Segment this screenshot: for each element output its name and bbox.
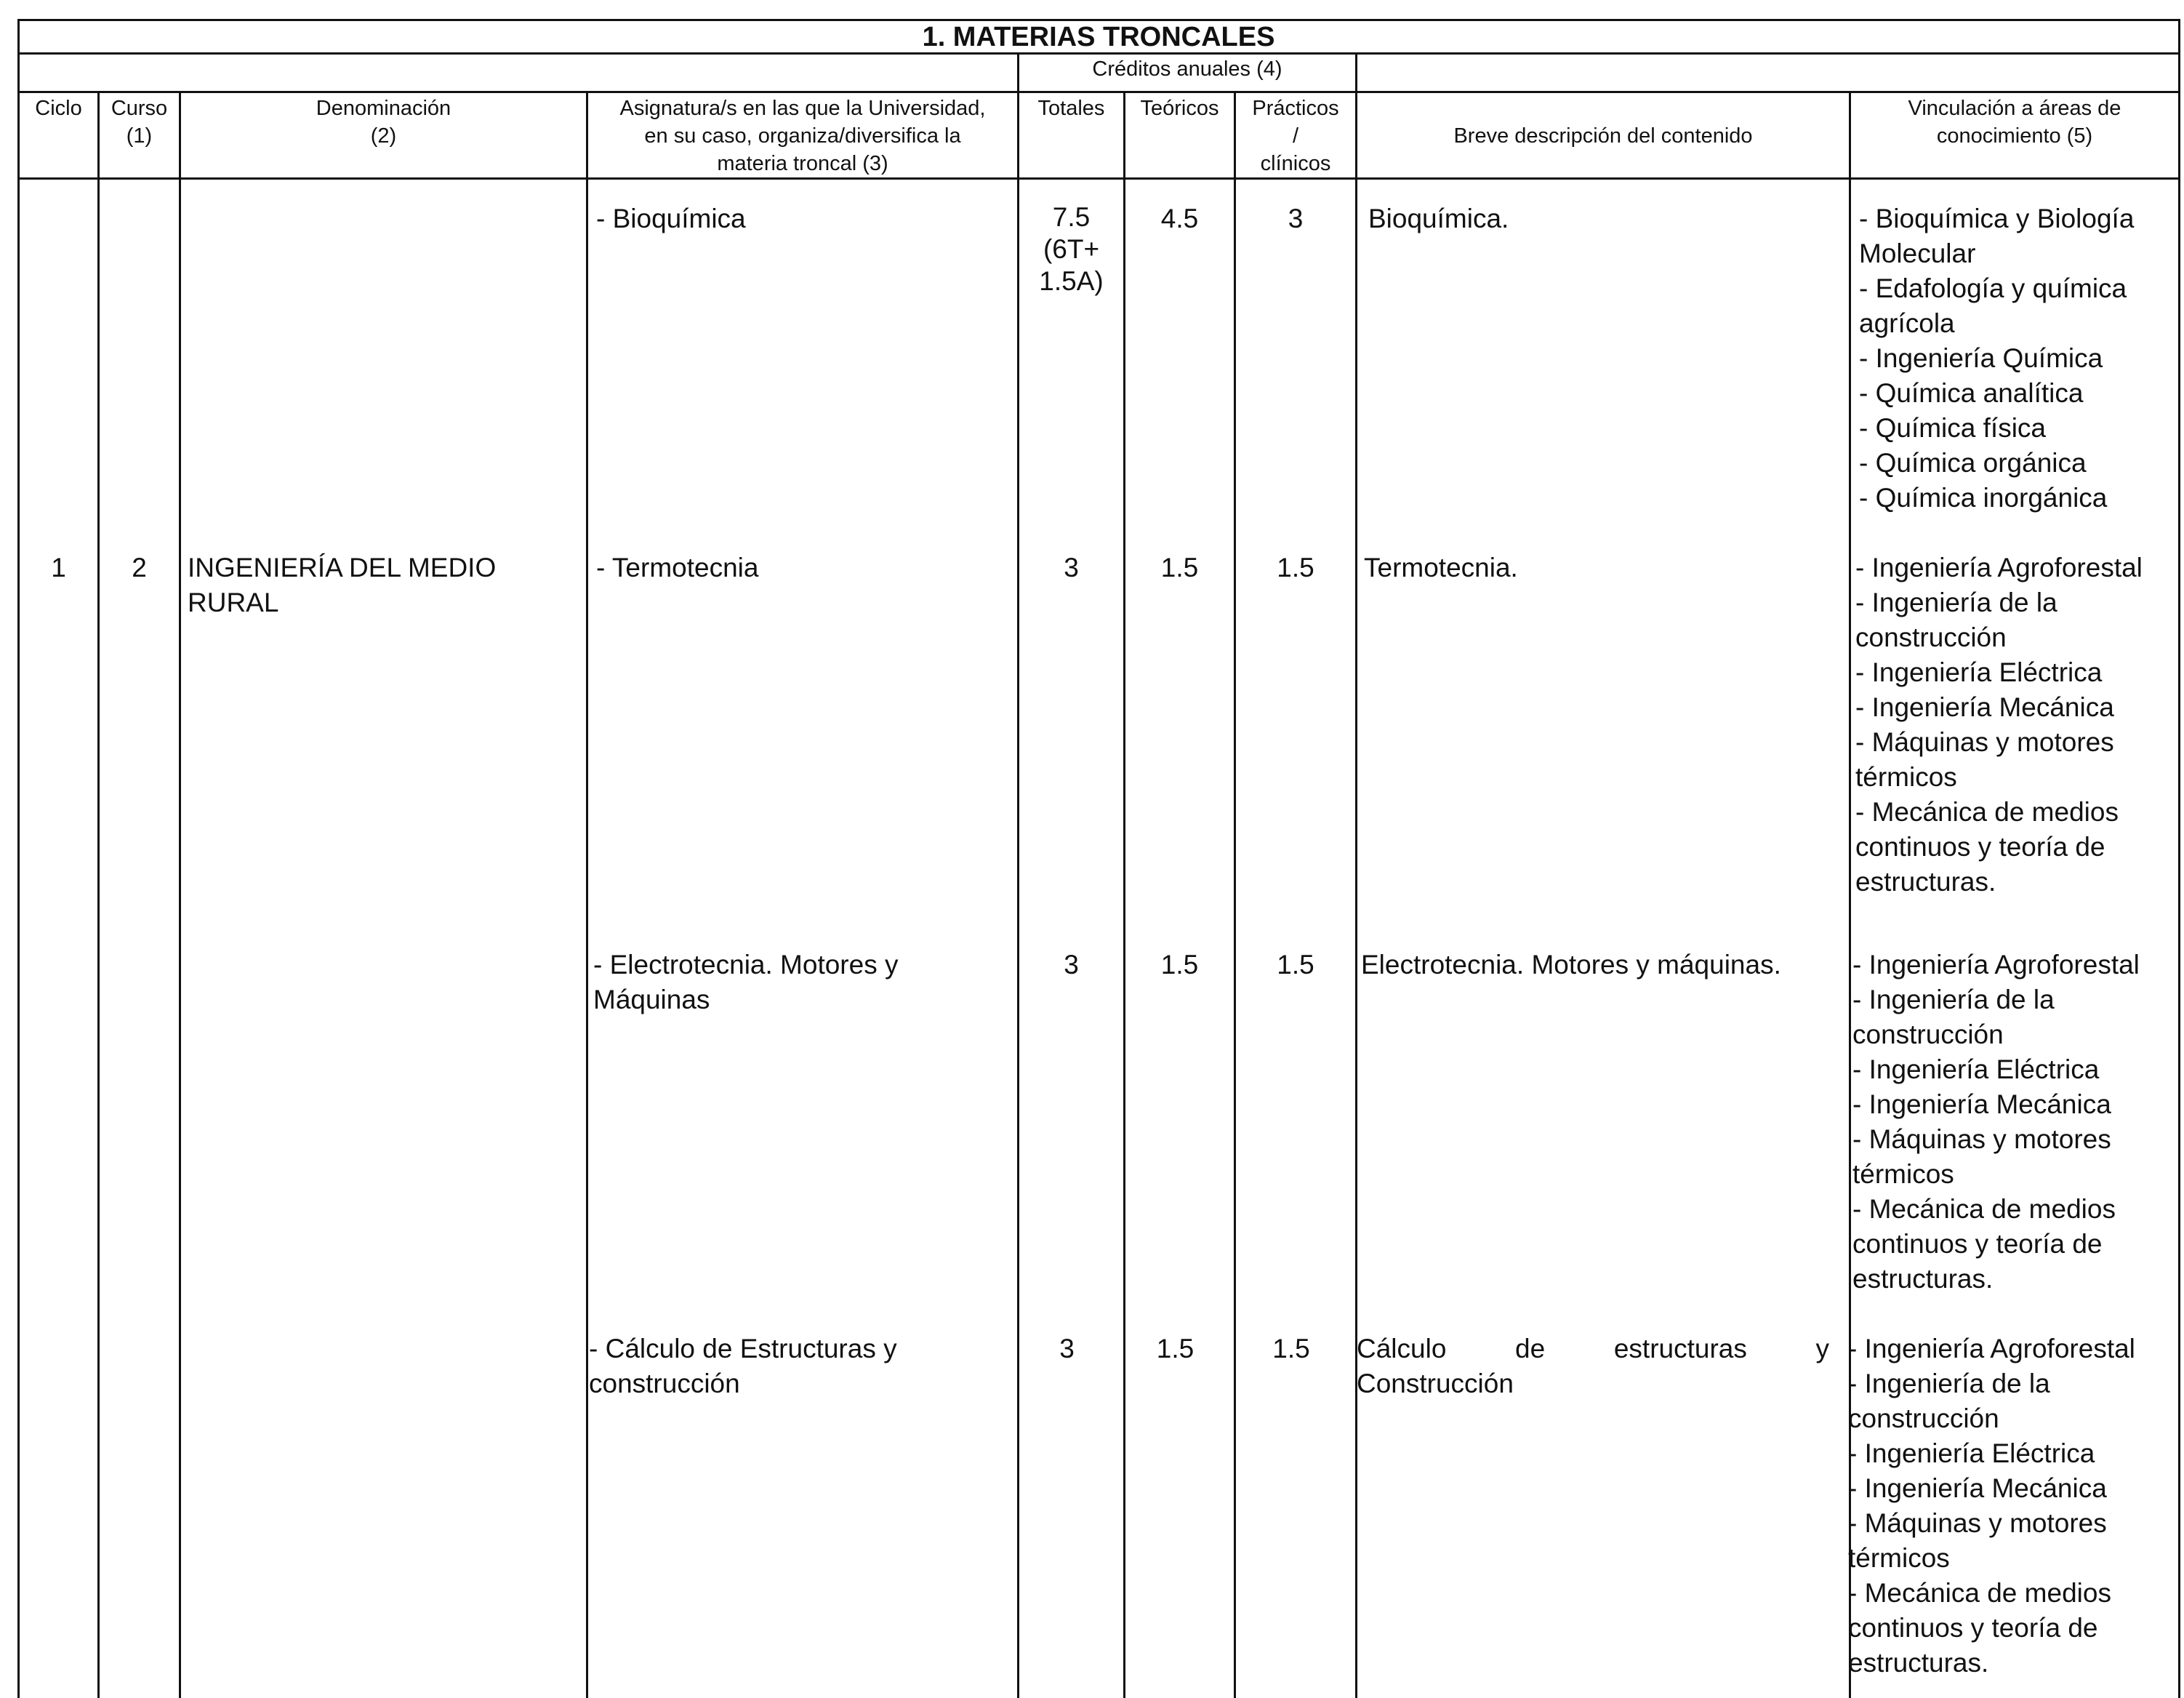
row2-areas: - Ingeniería Agroforestal - Ingeniería de la construcción - Ingeniería Eléctrica - Ingeniería Mecánica - Máquinas y motores térmicos - Mecánica de medios continuos y teoría de estructuras. — [1855, 553, 2143, 897]
row4-descripcion-line2: Construcción — [1357, 1369, 1514, 1398]
header-vinculacion: Vinculación a áreas de conocimiento (5) — [1908, 97, 2121, 148]
table-left-border — [17, 19, 20, 1698]
curso-value: 2 — [132, 553, 147, 582]
table-title: 1. MATERIAS TRONCALES — [922, 22, 1275, 52]
ciclo-value: 1 — [51, 553, 66, 582]
header-denominacion: Denominación (2) — [316, 97, 451, 148]
header-practicos: Prácticos / clínicos — [1252, 97, 1339, 175]
header-descripcion: Breve descripción del contenido — [1453, 124, 1753, 148]
header-teoricos: Teóricos — [1140, 97, 1219, 120]
col-divider-denominacion — [586, 91, 588, 1698]
row2-descripcion: Termotecnia. — [1364, 553, 1518, 582]
row1-asignatura: - Bioquímica — [596, 204, 746, 233]
col-divider-totales — [1123, 91, 1125, 1698]
denominacion-value: INGENIERÍA DEL MEDIO RURAL — [188, 553, 497, 617]
header-asignaturas: Asignatura/s en las que la Universidad, en su caso, organiza/diversifica la materia troncal (3) — [619, 97, 986, 175]
row1-areas: - Bioquímica y Biología Molecular - Edafología y química agrícola - Ingeniería Química - Química analítica - Química física - Química orgánica - Química inorgánica — [1859, 204, 2135, 513]
row4-teoricos: 1.5 — [1156, 1334, 1195, 1363]
table-right-border — [2178, 19, 2180, 1698]
row3-areas: - Ingeniería Agroforestal - Ingeniería de la construcción - Ingeniería Eléctrica - Ingeniería Mecánica - Máquinas y motores térmicos - Mecánica de medios continuos y teoría de estructuras. — [1852, 950, 2140, 1294]
row1-totales: 7.5 (6T+ 1.5A) — [1039, 202, 1104, 296]
row4-totales: 3 — [1059, 1334, 1075, 1363]
row1-teoricos: 4.5 — [1160, 204, 1199, 233]
row1-descripcion: Bioquímica. — [1368, 204, 1509, 233]
row4-practicos: 1.5 — [1272, 1334, 1310, 1363]
row3-asignatura: - Electrotecnia. Motores y Máquinas — [593, 950, 899, 1014]
row4-descripcion-line1: Cálculo de estructuras y — [1357, 1334, 1829, 1363]
row2-practicos: 1.5 — [1277, 553, 1314, 582]
header-totales: Totales — [1037, 97, 1105, 120]
col-divider-ciclo — [97, 91, 100, 1698]
col-divider-curso — [179, 91, 181, 1698]
credits-group-header: Créditos anuales (4) — [1092, 57, 1282, 81]
row3-teoricos: 1.5 — [1160, 950, 1199, 980]
col-divider-teoricos — [1234, 91, 1236, 1698]
header-curso: Curso (1) — [111, 97, 168, 148]
row3-descripcion: Electrotecnia. Motores y máquinas. — [1361, 950, 1781, 980]
row2-asignatura: - Termotecnia — [596, 553, 759, 582]
row2-totales: 3 — [1064, 553, 1079, 582]
row4-descripcion — [1357, 1331, 1829, 1401]
row2-teoricos: 1.5 — [1160, 553, 1199, 582]
row3-practicos: 1.5 — [1277, 950, 1314, 980]
credits-row-divider — [17, 91, 2180, 93]
col-divider-credits-left — [1017, 52, 1019, 1698]
table-top-border — [17, 19, 2180, 21]
row1-practicos: 3 — [1288, 204, 1304, 233]
header-bottom-border — [17, 177, 2180, 180]
row3-totales: 3 — [1064, 950, 1079, 980]
row4-asignatura: - Cálculo de Estructuras y construcción — [589, 1334, 897, 1398]
header-ciclo: Ciclo — [35, 97, 82, 120]
col-divider-credits-right — [1355, 52, 1357, 1698]
row4-areas: - Ingeniería Agroforestal - Ingeniería de la construcción - Ingeniería Eléctrica - Ingeniería Mecánica - Máquinas y motores térmicos - Mecánica de medios continuos y teoría de estructuras. — [1848, 1334, 2135, 1678]
